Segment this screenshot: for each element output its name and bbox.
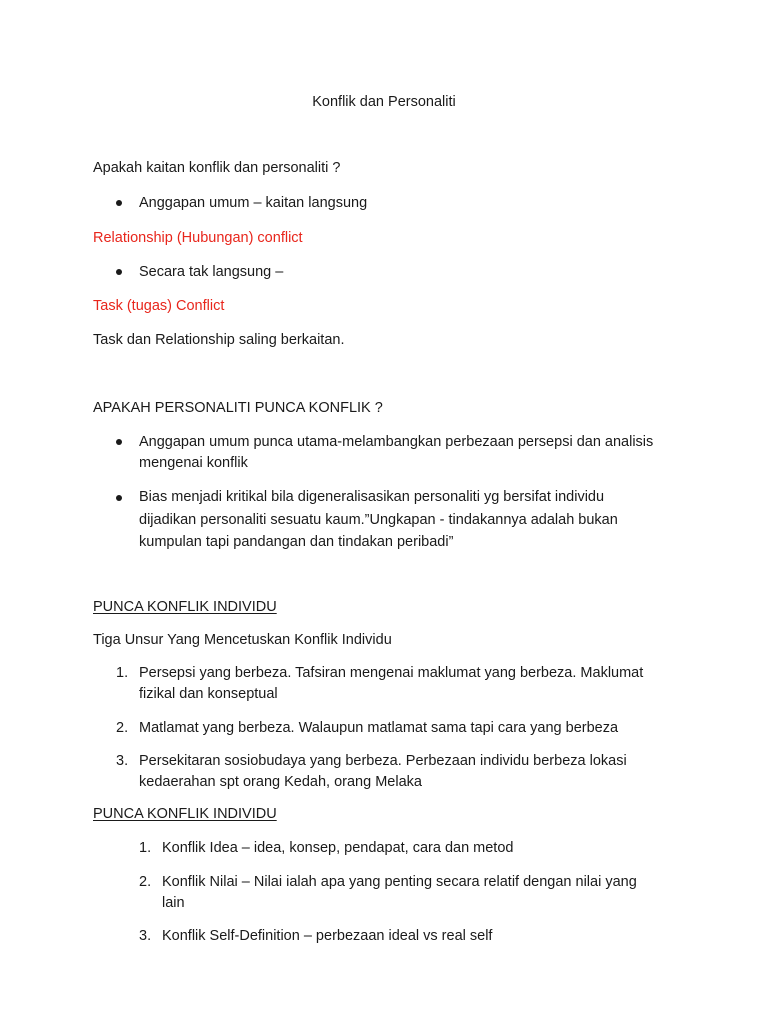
section-heading: APAKAH PERSONALITI PUNCA KONFLIK ? (93, 400, 383, 416)
bullet-icon (116, 200, 122, 206)
list-item (139, 718, 708, 739)
bullet-item (139, 432, 708, 474)
bullet-icon (116, 269, 122, 275)
list-number: 3. (139, 928, 152, 944)
list-number: 3. (116, 753, 129, 769)
list-line: kedaerahan spt orang Kedah, orang Melaka (139, 774, 422, 790)
bullet-icon (116, 495, 122, 501)
document-title: Konflik dan Personaliti (312, 94, 456, 110)
list-item (162, 838, 708, 859)
question-paragraph: Apakah kaitan konflik dan personaliti ? (93, 160, 341, 176)
list-line: Persepsi yang berbeza. Tafsiran mengenai maklumat yang berbeza. Maklumat (139, 665, 644, 681)
red-heading-relationship: Relationship (Hubungan) conflict (93, 230, 303, 246)
list-number: 1. (139, 840, 152, 856)
body-paragraph: Task dan Relationship saling berkaitan. (93, 332, 345, 348)
bullet-line: mengenai konflik (139, 455, 248, 471)
bullet-line: dijadikan personaliti sesuatu kaum.”Ungkapan - tindakannya adalah bukan (139, 512, 618, 528)
list-line: Konflik Idea – idea, konsep, pendapat, cara dan metod (162, 840, 514, 856)
section-heading-underlined: PUNCA KONFLIK INDIVIDU (93, 806, 277, 822)
list-line: Persekitaran sosiobudaya yang berbeza. Perbezaan individu berbeza lokasi (139, 753, 627, 769)
red-heading-task: Task (tugas) Conflict (93, 298, 225, 314)
list-item (139, 751, 708, 793)
list-item (139, 663, 708, 705)
bullet-item (139, 487, 708, 553)
list-line: Konflik Self-Definition – perbezaan ideal vs real self (162, 928, 493, 944)
list-line: Konflik Nilai – Nilai ialah apa yang penting secara relatif dengan nilai yang (162, 874, 637, 890)
list-item (162, 872, 708, 914)
list-line: Matlamat yang berbeza. Walaupun matlamat sama tapi cara yang berbeza (139, 720, 619, 736)
bullet-line: Anggapan umum punca utama-melambangkan perbezaan persepsi dan analisis (139, 434, 654, 450)
list-number: 2. (116, 720, 129, 736)
bullet-item: Anggapan umum – kaitan langsung (139, 195, 368, 211)
section-heading-underlined: PUNCA KONFLIK INDIVIDU (93, 599, 277, 615)
list-number: 1. (116, 665, 129, 681)
list-item (162, 926, 708, 947)
list-line: fizikal dan konseptual (139, 686, 278, 702)
bullet-item: Secara tak langsung – (139, 264, 284, 280)
list-number: 2. (139, 874, 152, 890)
bullet-icon (116, 439, 122, 445)
intro-paragraph: Tiga Unsur Yang Mencetuskan Konflik Individu (93, 632, 392, 648)
list-line: lain (162, 895, 185, 911)
bullet-line: Bias menjadi kritikal bila digeneralisasikan personaliti yg bersifat individu (139, 489, 605, 505)
bullet-line: kumpulan tapi pandangan dan tindakan peribadi” (139, 534, 454, 550)
